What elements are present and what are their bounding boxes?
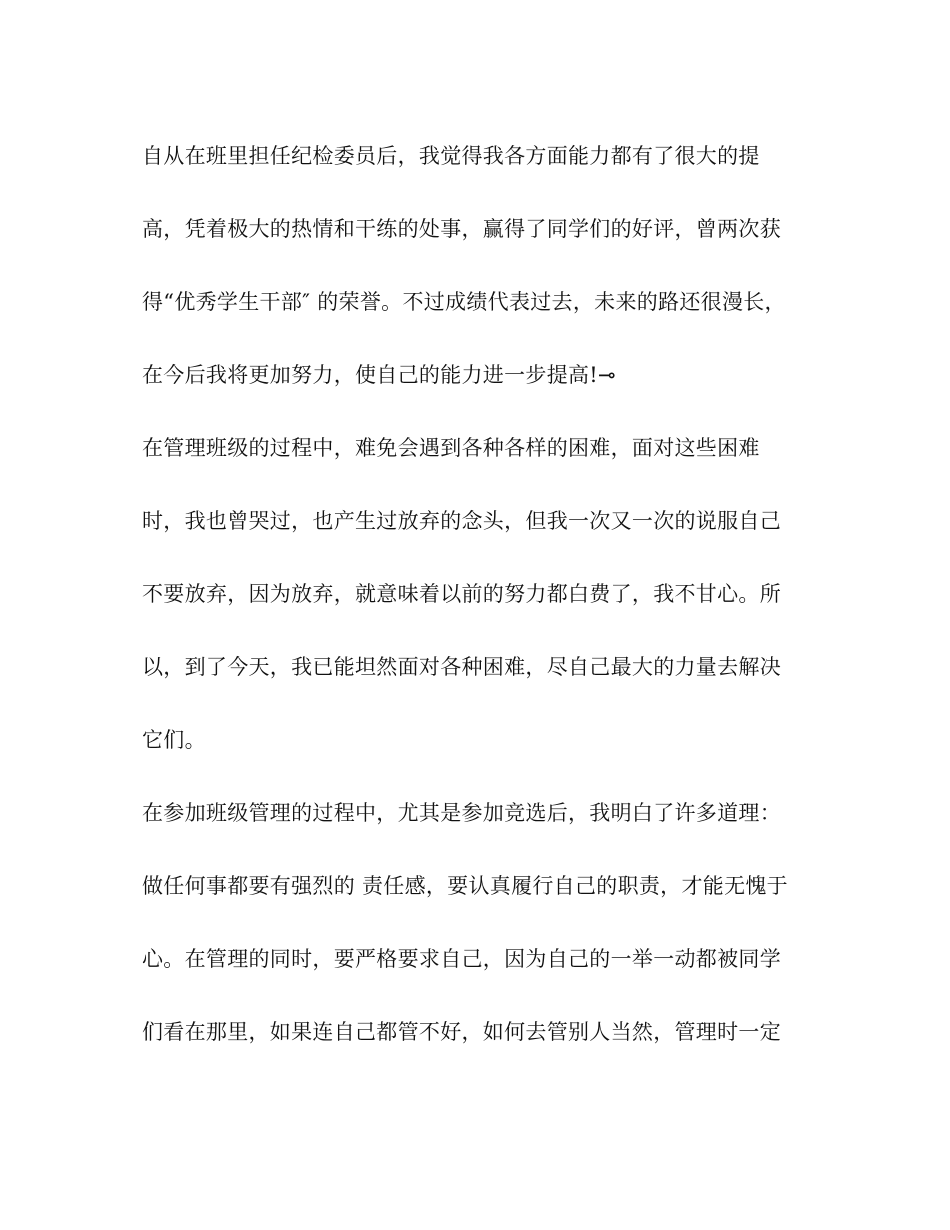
text-line-11: 做任何事都要有强烈的 责任感，要认真履行自己的职责，才能无愧于	[142, 874, 788, 898]
text-line-10: 在参加班级管理的过程中，尤其是参加竞选后，我明白了许多道理：	[142, 801, 781, 825]
text-line-12: 心。在管理的同时，要严格要求自己，因为自己的一举一动都被同学	[142, 947, 781, 971]
text-line-7: 不要放弃，因为放弃，就意味着以前的努力都白费了，我不甘心。所	[142, 582, 781, 606]
text-line-5: 在管理班级的过程中，难免会遇到各种各样的困难，面对这些困难	[142, 436, 760, 460]
text-line-13: 们看在那里，如果连自己都管不好，如何去管别人当然，管理时一定	[142, 1020, 781, 1044]
text-line-4: 在今后我将更加努力，使自己的能力进一步提高!⊸	[142, 363, 616, 387]
text-line-1: 自从在班里担任纪检委员后，我觉得我各方面能力都有了很大的提	[142, 144, 760, 168]
text-line-8: 以，到了今天，我已能坦然面对各种困难，尽自己最大的力量去解决	[142, 655, 781, 679]
text-line-2: 高，凭着极大的热情和干练的处事，赢得了同学们的好评，曾两次获	[142, 217, 781, 241]
text-line-3: 得“优秀学生干部″ 的荣誉。不过成绩代表过去，未来的路还很漫长，	[142, 290, 786, 314]
text-line-9: 它们。	[142, 728, 206, 752]
text-line-6: 时，我也曾哭过，也产生过放弃的念头，但我一次又一次的说服自己	[142, 509, 781, 533]
